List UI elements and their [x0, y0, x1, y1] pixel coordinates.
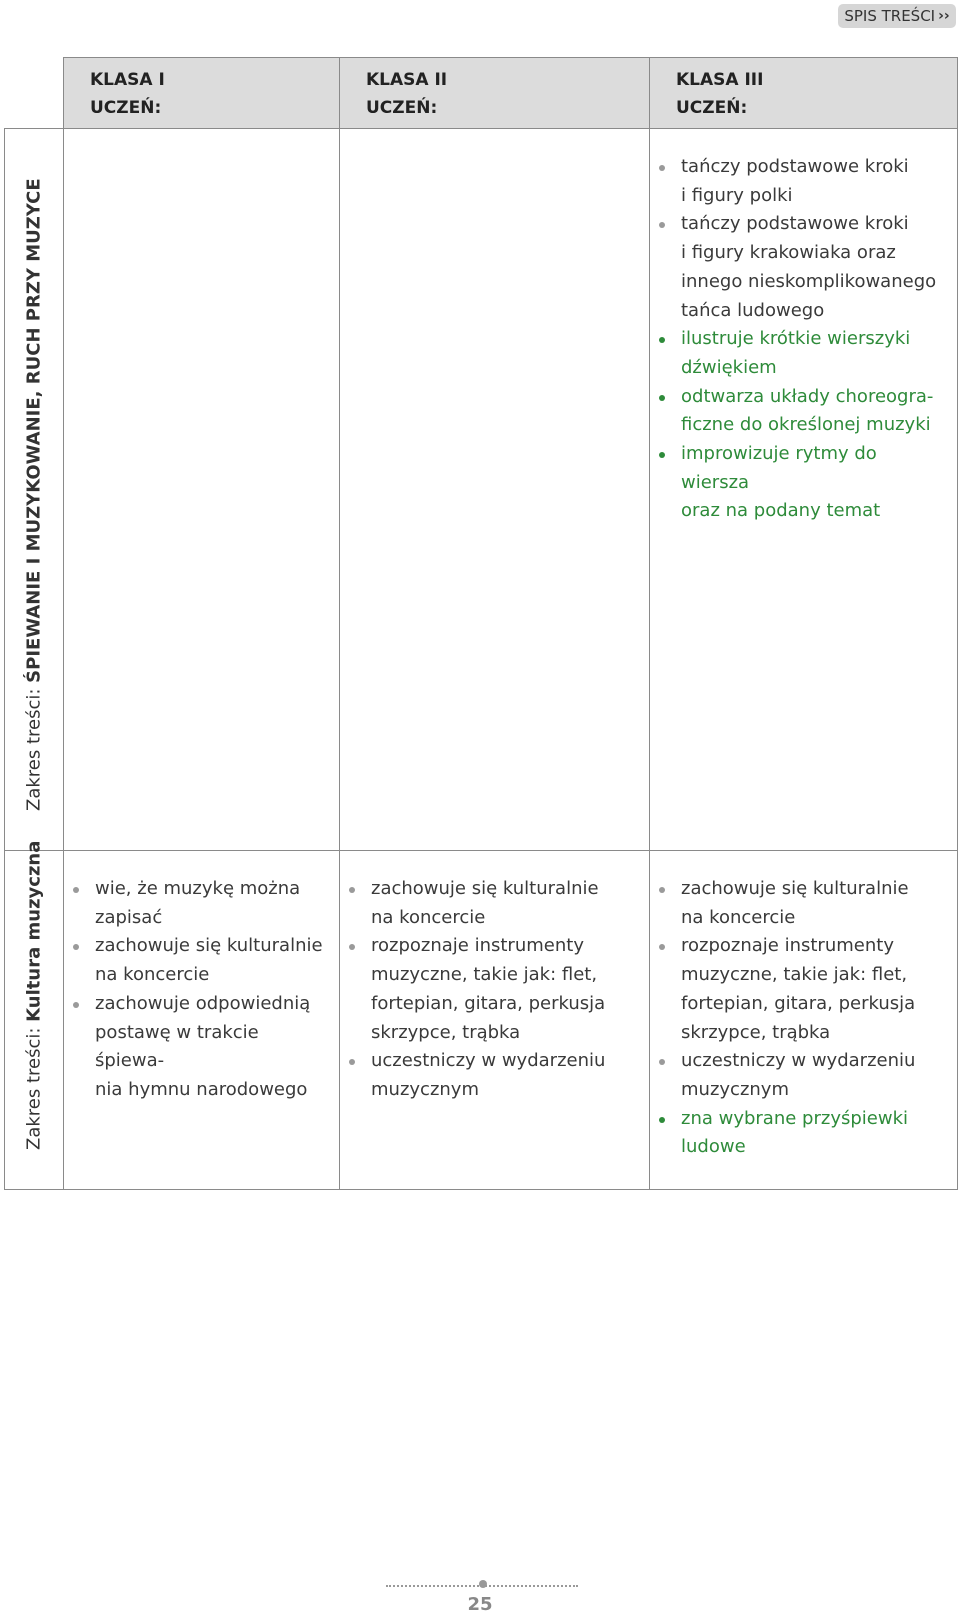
- list-item: tańczy podstawowe kroki i figury polki: [681, 153, 949, 210]
- header-klasa-1: [64, 58, 340, 129]
- header-title: KLASA II: [366, 70, 448, 90]
- list-item: uczestniczy w wydarzeniu muzycznym: [371, 1047, 641, 1104]
- list-item: rozpoznaje instrumenty muzyczne, takie jak: flet, fortepian, gitara, perkusja skrzypce, trąbka: [371, 932, 641, 1047]
- list-item: zachowuje odpowiednią postawę w trakcie śpiewa- nia hymnu narodowego: [95, 990, 331, 1105]
- curriculum-table: [4, 57, 958, 1190]
- header-klasa-3: [650, 58, 958, 129]
- header-row: [5, 58, 958, 129]
- toc-button-label: SPIS TREŚCI: [844, 7, 936, 25]
- row-spiewanie: [5, 129, 958, 851]
- row-label-topic: Kultura muzyczna: [23, 840, 45, 1022]
- header-subtitle: UCZEŃ:: [676, 98, 748, 118]
- list-item: odtwarza układy choreogra- ficzne do określonej muzyki: [681, 383, 949, 440]
- list-item: zna wybrane przyśpiewki ludowe: [681, 1105, 949, 1162]
- bullet-list: [64, 851, 339, 1105]
- table-corner: [5, 58, 64, 129]
- cell-klasa-3: [650, 129, 958, 851]
- row-label-cell: [5, 129, 64, 851]
- bullet-list: [340, 129, 649, 153]
- table-of-contents-button[interactable]: [838, 4, 956, 28]
- bullet-list: [650, 851, 957, 1162]
- header-title: KLASA I: [90, 70, 165, 90]
- cell-klasa-2: [340, 851, 650, 1190]
- cell-klasa-2: [340, 129, 650, 851]
- row-label-prefix: Zakres treści:: [23, 682, 45, 811]
- header-subtitle: UCZEŃ:: [90, 98, 162, 118]
- list-item: ilustruje krótkie wierszyki dźwiękiem: [681, 325, 949, 382]
- list-item: tańczy podstawowe kroki i figury krakowiaka oraz innego nieskomplikowanego tańca ludowego: [681, 210, 949, 325]
- row-label-topic: ŚPIEWANIE I MUZYKOWANIE, RUCH PRZY MUZYCE: [23, 178, 45, 683]
- bullet-list: [64, 129, 339, 153]
- list-item: uczestniczy w wydarzeniu muzycznym: [681, 1047, 949, 1104]
- cell-klasa-3: [650, 851, 958, 1190]
- bullet-list: [340, 851, 649, 1105]
- row-kultura: [5, 851, 958, 1190]
- bullet-list: [650, 129, 957, 526]
- list-item: zachowuje się kulturalnie na koncercie: [681, 875, 949, 932]
- row-label-prefix: Zakres treści:: [23, 1021, 45, 1150]
- list-item: improwizuje rytmy do wiersza oraz na podany temat: [681, 440, 949, 526]
- footer-dot: [479, 1580, 487, 1588]
- row-label: [24, 178, 45, 811]
- row-label-cell: [5, 840, 64, 1190]
- header-title: KLASA III: [676, 70, 764, 90]
- chevron-right-icon: ››: [938, 8, 950, 24]
- cell-klasa-1: [64, 129, 340, 851]
- list-item: zachowuje się kulturalnie na koncercie: [95, 932, 331, 989]
- header-klasa-2: [340, 58, 650, 129]
- header-subtitle: UCZEŃ:: [366, 98, 438, 118]
- list-item: wie, że muzykę można zapisać: [95, 875, 331, 932]
- cell-klasa-1: [64, 851, 340, 1190]
- list-item: rozpoznaje instrumenty muzyczne, takie jak: flet, fortepian, gitara, perkusja skrzypce, trąbka: [681, 932, 949, 1047]
- list-item: zachowuje się kulturalnie na koncercie: [371, 875, 641, 932]
- page-number: 25: [467, 1594, 493, 1615]
- row-label: [24, 841, 45, 1150]
